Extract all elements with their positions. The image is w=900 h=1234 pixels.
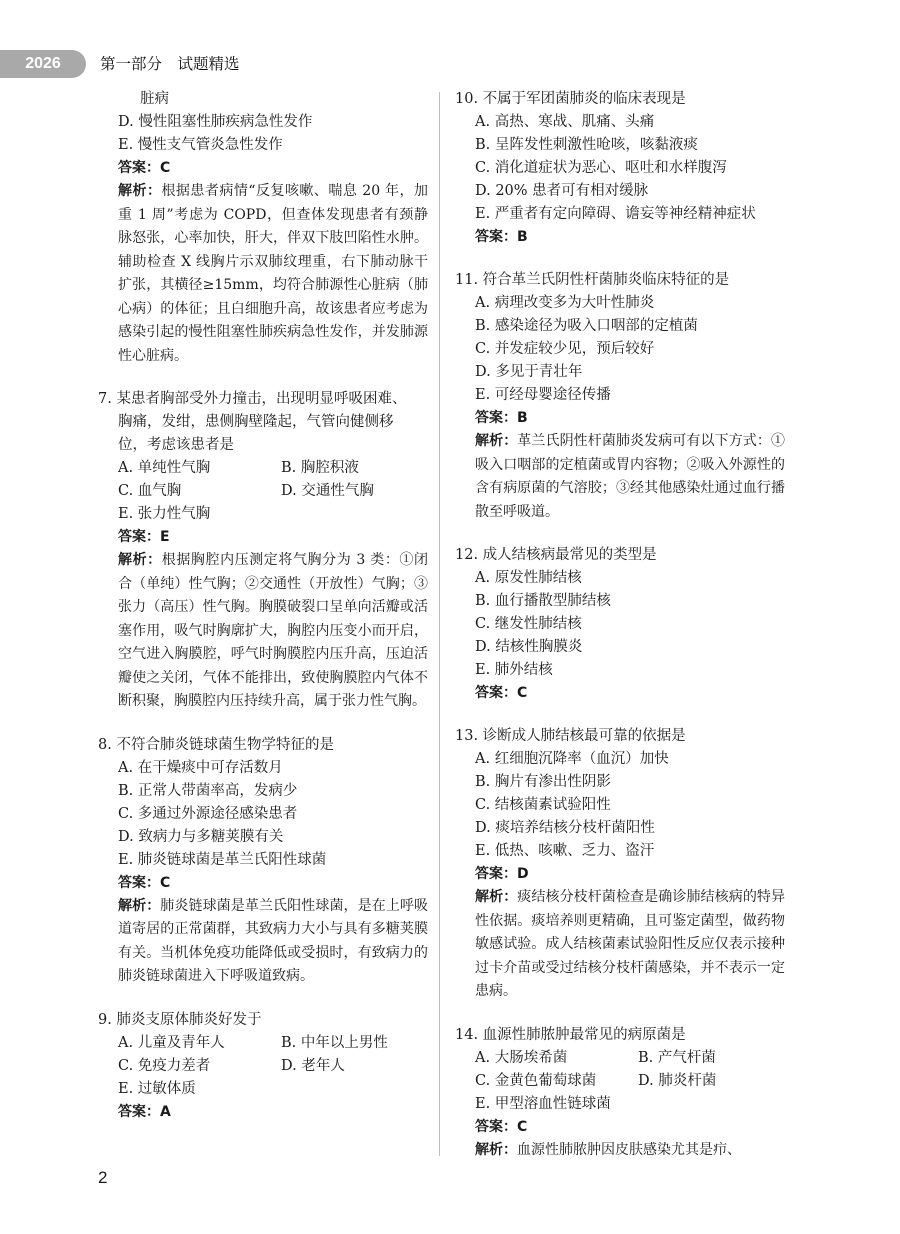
q12-answer: 答案：C	[475, 685, 528, 701]
page-header	[0, 50, 900, 78]
q10-option-e: E. 严重者有定向障碍、谵妄等神经精神症状	[475, 206, 756, 222]
q9-option-b: B. 中年以上男性	[281, 1034, 388, 1051]
q8-answer: 答案：C	[118, 874, 171, 891]
continued-option-text: 脏病	[140, 91, 169, 107]
analysis-label: 解析：	[118, 552, 162, 568]
q11-analysis	[475, 430, 785, 524]
q7-option-c: C. 血气胸	[118, 483, 182, 499]
q13-option-b: B. 胸片有渗出性阴影	[475, 774, 611, 790]
q7-analysis-text: 根据胸腔内压测定将气胸分为 3 类：①闭合（单纯）性气胸；②交通性（开放性）气胸；③张力（高压）性气胸。胸膜破裂口呈单向活瓣或活塞作用，吸气时胸廓扩大，胸腔内压变小而开启，空气进入胸膜腔，呼气时胸膜腔内压升高，压迫活瓣使之关闭，气体不能排出，致使胸膜腔内气体不断积聚，胸膜腔内压持续升高，属于张力性气胸。	[118, 552, 429, 709]
q12-option-d: D. 结核性胸膜炎	[475, 639, 583, 655]
q14-answer: 答案：C	[475, 1118, 528, 1135]
q6-option-d: D. 慢性阻塞性肺疾病急性发作	[118, 114, 313, 130]
q13-analysis	[475, 886, 785, 1004]
analysis-label: 解析：	[118, 897, 161, 914]
q14-option-e: E. 甲型溶血性链球菌	[475, 1095, 611, 1112]
q14-stem: 14. 血源性肺脓肿最常见的病原菌是	[455, 1026, 686, 1043]
q11-analysis-text: 革兰氏阴性杆菌肺炎发病可有以下方式：①吸入口咽部的定植菌或胃内容物；②吸入外源性的含有病原菌的气溶胶；③经其他感染灶通过血行播散至呼吸道。	[475, 433, 786, 520]
q11-stem: 11. 符合革兰氏阴性杆菌肺炎临床特征的是	[455, 272, 730, 288]
q6-analysis-text: 根据患者病情“反复咳嗽、喘息 20 年，加重 1 周”考虑为 COPD，但查体发现患者有颈静脉怒张，心率加快，肝大，伴双下肢凹陷性水肿。辅助检查 X 线胸片示双肺纹理重，右下肺动脉干扩张，其横径≥15mm，均符合肺源性心脏病（肺心病）的体征；且白细胞升高，故该患者应考虑为感染引起的慢性阻塞性肺疾病急性发作，并发肺源性心脏病。	[118, 183, 429, 364]
q10-answer: 答案：B	[475, 229, 528, 245]
q6-option-e: E. 慢性支气管炎急性发作	[118, 137, 283, 153]
q14-options-row-1	[455, 1047, 785, 1070]
q8-option-c: C. 多通过外源途径感染患者	[118, 805, 298, 822]
q10-option-a: A. 高热、寒战、肌痛、头痛	[475, 114, 655, 130]
q14-option-b: B. 产气杆菌	[638, 1049, 716, 1066]
q12-option-a: A. 原发性肺结核	[475, 570, 582, 586]
q11-option-c: C. 并发症较少见，预后较好	[475, 341, 655, 357]
q14-analysis-text: 血源性肺脓肿因皮肤感染尤其是疖、	[517, 1141, 741, 1158]
q14-analysis	[475, 1139, 785, 1163]
q14-option-a: A. 大肠埃希菌	[475, 1049, 568, 1066]
q8-option-a: A. 在干燥痰中可存活数月	[118, 759, 283, 776]
q11-answer: 答案：B	[475, 410, 528, 426]
q7-stem-line-2: 胸痛，发绀，患侧胸壁隆起，气管向健侧移	[118, 414, 394, 430]
q11-option-d: D. 多见于青壮年	[475, 364, 583, 380]
q10-option-c: C. 消化道症状为恶心、呕吐和水样腹泻	[475, 160, 727, 176]
q7-option-d: D. 交通性气胸	[281, 483, 374, 499]
q7-option-e: E. 张力性气胸	[118, 506, 211, 522]
analysis-label: 解析：	[475, 433, 518, 449]
q13-option-c: C. 结核菌素试验阳性	[475, 797, 611, 813]
q9-option-d: D. 老年人	[281, 1057, 345, 1074]
analysis-label: 解析：	[475, 889, 518, 905]
analysis-label: 解析：	[475, 1141, 517, 1158]
q9-option-e: E. 过敏体质	[118, 1080, 196, 1097]
q7-analysis	[118, 549, 428, 714]
page-number: 2	[98, 1168, 108, 1187]
q9-option-a: A. 儿童及青年人	[118, 1034, 225, 1051]
q13-analysis-text: 痰结核分枝杆菌检查是确诊肺结核病的特异性依据。痰培养则更精确，且可鉴定菌型，做药物敏感试验。成人结核菌素试验阳性反应仅表示接种过卡介苗或受过结核分枝杆菌感染，并不表示一定患病。	[475, 889, 786, 999]
year-tab: 2026	[0, 50, 86, 78]
q7-stem-line-3: 位，考虑该患者是	[118, 437, 234, 453]
analysis-label: 解析：	[118, 183, 162, 199]
q11-option-b: B. 感染途径为吸入口咽部的定植菌	[475, 318, 698, 334]
right-column	[455, 88, 785, 1162]
q14-options-row-2	[455, 1070, 785, 1093]
q13-option-e: E. 低热、咳嗽、乏力、盗汗	[475, 843, 655, 859]
q11-option-e: E. 可经母婴途径传播	[475, 387, 611, 403]
q9-answer: 答案：A	[118, 1103, 171, 1120]
q13-answer: 答案：D	[475, 866, 529, 882]
left-column	[98, 88, 428, 1124]
q7-options-row-1	[98, 457, 428, 480]
q8-option-b: B. 正常人带菌率高，发病少	[118, 782, 298, 799]
q7-stem-line-1: 7. 某患者胸部受外力撞击，出现明显呼吸困难、	[98, 391, 407, 407]
q9-options-row-2	[98, 1055, 428, 1078]
q8-analysis-text: 肺炎链球菌是革兰氏阳性球菌，是在上呼吸道寄居的正常菌群，其致病力大小与具有多糖荚膜有关。当机体免疫功能降低或受损时，有致病力的肺炎链球菌进入下呼吸道致病。	[118, 897, 429, 984]
q8-stem: 8. 不符合肺炎链球菌生物学特征的是	[98, 736, 334, 753]
column-divider	[439, 92, 440, 1156]
q13-option-d: D. 痰培养结核分枝杆菌阳性	[475, 820, 655, 836]
q13-stem: 13. 诊断成人肺结核最可靠的依据是	[455, 728, 686, 744]
q12-stem: 12. 成人结核病最常见的类型是	[455, 547, 657, 563]
q10-stem: 10. 不属于军团菌肺炎的临床表现是	[455, 91, 686, 107]
q7-option-a: A. 单纯性气胸	[118, 460, 211, 476]
q8-analysis	[118, 895, 428, 989]
q8-option-d: D. 致病力与多糖荚膜有关	[118, 828, 284, 845]
q12-option-e: E. 肺外结核	[475, 662, 553, 678]
q11-option-a: A. 病理改变多为大叶性肺炎	[475, 295, 655, 311]
q6-answer: 答案：C	[118, 160, 171, 176]
q9-option-c: C. 免疫力差者	[118, 1057, 211, 1074]
q10-option-d: D. 20% 患者可有相对缓脉	[475, 183, 649, 199]
q8-option-e: E. 肺炎链球菌是革兰氏阳性球菌	[118, 851, 327, 868]
q14-option-d: D. 肺炎杆菌	[638, 1072, 717, 1089]
q7-options-row-2	[98, 480, 428, 503]
q6-analysis	[118, 180, 428, 368]
q7-answer: 答案：E	[118, 529, 170, 545]
q7-option-b: B. 胸腔积液	[281, 460, 359, 476]
q9-stem: 9. 肺炎支原体肺炎好发于	[98, 1011, 262, 1028]
q9-options-row-1	[98, 1032, 428, 1055]
q12-option-b: B. 血行播散型肺结核	[475, 593, 611, 609]
q14-option-c: C. 金黄色葡萄球菌	[475, 1072, 597, 1089]
q12-option-c: C. 继发性肺结核	[475, 616, 582, 632]
section-title: 第一部分 试题精选	[100, 55, 240, 73]
q13-option-a: A. 红细胞沉降率（血沉）加快	[475, 751, 669, 767]
q10-option-b: B. 呈阵发性刺激性呛咳，咳黏液痰	[475, 137, 698, 153]
